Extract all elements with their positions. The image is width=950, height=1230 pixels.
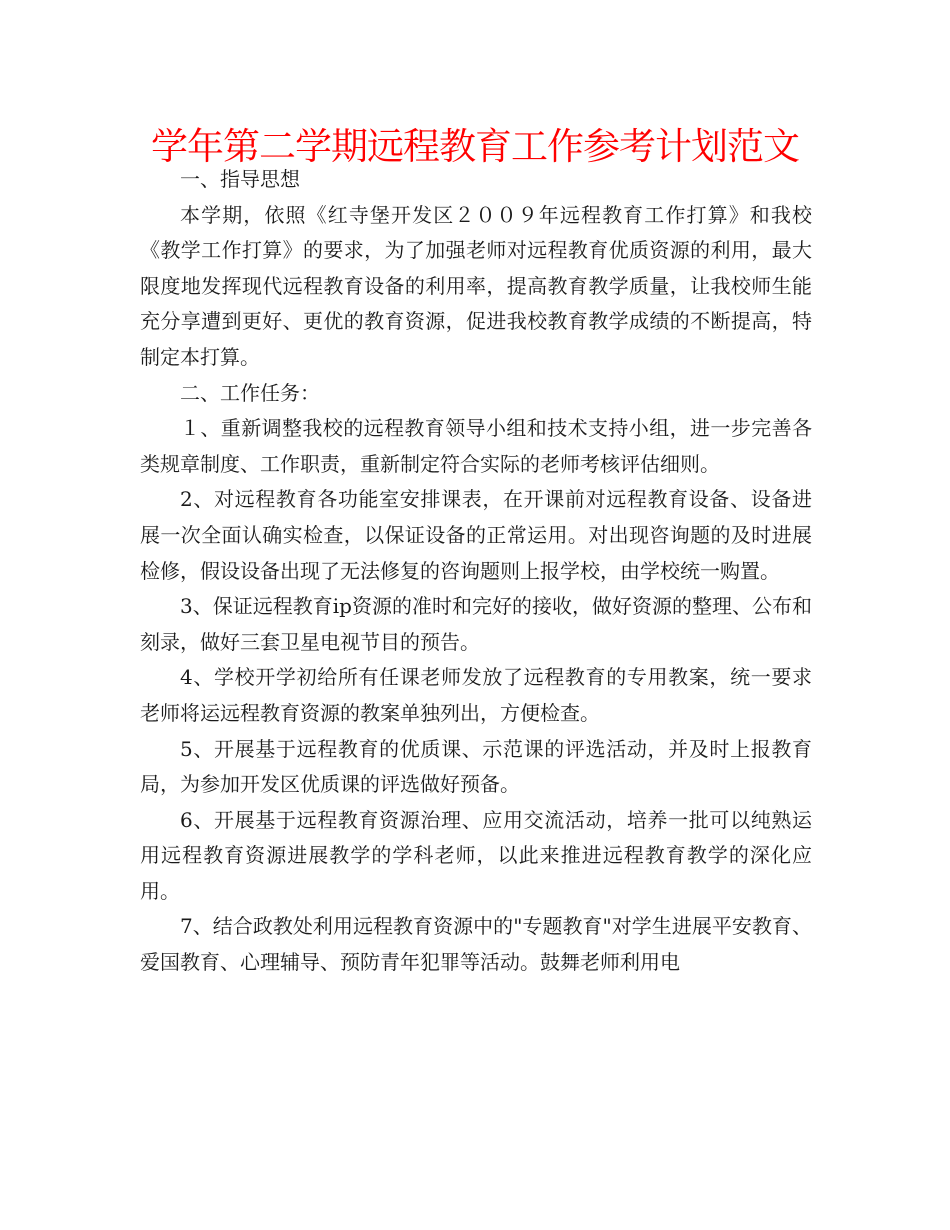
paragraph-intro: 本学期，依照《红寺堡开发区２００９年远程教育工作打算》和我校《教学工作打算》的要求，为了加强老师对远程教育优质资源的利用，最大限度地发挥现代远程教育设备的利用率，提高教育教学质量，让我校师生能充分享遭到更好、更优的教育资源，促进我校教育教学成绩的不断提高，特制定本打算。 — [140, 202, 812, 369]
task-item-2: 2、对远程教育各功能室安排课表，在开课前对远程教育设备、设备进展一次全面认确实检查，以保证设备的正常运用。对出现咨询题的及时进展检修，假设设备出现了无法修复的咨询题则上报学校，由学校统一购置。 — [140, 487, 812, 583]
document-title: 学年第二学期远程教育工作参考计划范文 — [151, 125, 799, 168]
task-item-4: 4、学校开学初给所有任课老师发放了远程教育的专用教案，统一要求老师将运远程教育资源的教案单独列出，方便检查。 — [140, 665, 812, 725]
task-item-3: 3、保证远程教育ip资源的准时和完好的接收，做好资源的整理、公布和刻录，做好三套卫星电视节目的预告。 — [140, 594, 812, 654]
section-heading-work-tasks: 二、工作任务： — [180, 380, 320, 405]
task-item-1: １、重新调整我校的远程教育领导小组和技术支持小组，进一步完善各类规章制度、工作职责，重新制定符合实际的老师考核评估细则。 — [140, 416, 812, 476]
task-item-5: 5、开展基于远程教育的优质课、示范课的评选活动，并及时上报教育局，为参加开发区优质课的评选做好预备。 — [140, 736, 812, 797]
section-heading-guiding-thought: 一、指导思想 — [180, 167, 300, 191]
task-item-6: 6、开展基于远程教育资源治理、应用交流活动，培养一批可以纯熟运用远程教育资源进展教学的学科老师，以此来推进远程教育教学的深化应用。 — [140, 807, 812, 903]
task-item-7: 7、结合政教处利用远程教育资源中的"专题教育"对学生进展平安教育、爱国教育、心理辅导、预防青年犯罪等活动。鼓舞老师利用电 — [140, 914, 812, 975]
document-body — [140, 162, 812, 981]
